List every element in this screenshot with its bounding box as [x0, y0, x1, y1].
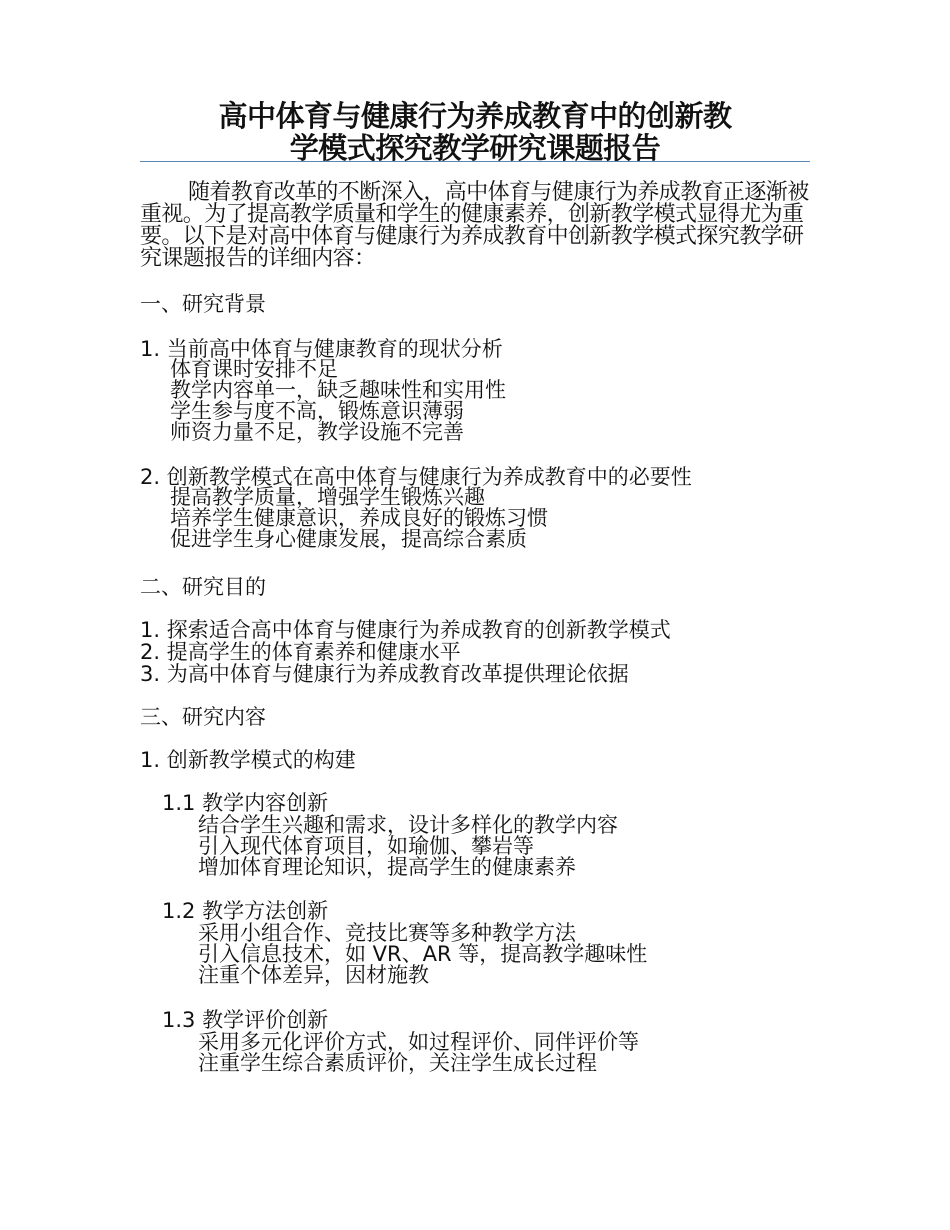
- list-item: 1. 探索适合高中体育与健康行为养成教育的创新教学模式: [140, 618, 671, 642]
- list-item: 3. 为高中体育与健康行为养成教育改革提供理论依据: [140, 662, 629, 686]
- list-item: 提高教学质量，增强学生锻炼兴趣: [170, 485, 485, 509]
- section-heading-background: 一、研究背景: [140, 292, 266, 316]
- list-item: 师资力量不足，教学设施不完善: [170, 420, 464, 444]
- list-item: 体育课时安排不足: [170, 357, 338, 381]
- list-item: 结合学生兴趣和需求，设计多样化的教学内容: [198, 813, 618, 837]
- content-sub-2-points: [198, 923, 647, 986]
- background-item-2: 2. 创新教学模式在高中体育与健康行为养成教育中的必要性: [140, 465, 692, 489]
- title-line-2: 学模式探究教学研究课题报告: [289, 131, 661, 165]
- section-heading-goals: 二、研究目的: [140, 575, 266, 599]
- background-item-1: 1. 当前高中体育与健康教育的现状分析: [140, 337, 503, 361]
- content-sub-1: 1.1 教学内容创新: [162, 791, 329, 815]
- title-underline: [140, 161, 810, 162]
- list-item: 引入信息技术，如 VR、AR 等，提高教学趣味性: [198, 942, 648, 966]
- list-item: 促进学生身心健康发展，提高综合素质: [170, 527, 527, 551]
- list-item: 学生参与度不高，锻炼意识薄弱: [170, 399, 464, 423]
- background-item-1-points: [170, 359, 506, 443]
- content-sub-3: 1.3 教学评价创新: [162, 1008, 329, 1032]
- section-heading-content: 三、研究内容: [140, 705, 266, 729]
- content-sub-1-points: [198, 815, 618, 878]
- list-item: 注重个体差异，因材施教: [198, 963, 429, 987]
- title-line-1: 高中体育与健康行为养成教育中的创新教: [218, 99, 732, 133]
- list-item: 采用多元化评价方式，如过程评价、同伴评价等: [198, 1030, 639, 1054]
- list-item: 教学内容单一，缺乏趣味性和实用性: [170, 378, 506, 402]
- list-item: 注重学生综合素质评价，关注学生成长过程: [198, 1051, 597, 1075]
- list-item: 培养学生健康意识，养成良好的锻炼习惯: [170, 506, 548, 530]
- list-item: 引入现代体育项目，如瑜伽、攀岩等: [198, 834, 534, 858]
- document-title: [140, 100, 810, 164]
- goals-list: [140, 619, 671, 685]
- list-item: 2. 提高学生的体育素养和健康水平: [140, 640, 461, 664]
- list-item: 增加体育理论知识，提高学生的健康素养: [198, 855, 576, 879]
- intro-paragraph: 随着教育改革的不断深入，高中体育与健康行为养成教育正逐渐被重视。为了提高教学质量和学生的健康素养，创新教学模式显得尤为重要。以下是对高中体育与健康行为养成教育中创新教学模式探究教学研究课题报告的详细内容：: [140, 180, 809, 271]
- content-item-1: 1. 创新教学模式的构建: [140, 748, 356, 772]
- list-item: 采用小组合作、竞技比赛等多种教学方法: [198, 921, 576, 945]
- content-sub-3-points: [198, 1032, 639, 1074]
- content-sub-2: 1.2 教学方法创新: [162, 899, 329, 923]
- background-item-2-points: [170, 487, 548, 550]
